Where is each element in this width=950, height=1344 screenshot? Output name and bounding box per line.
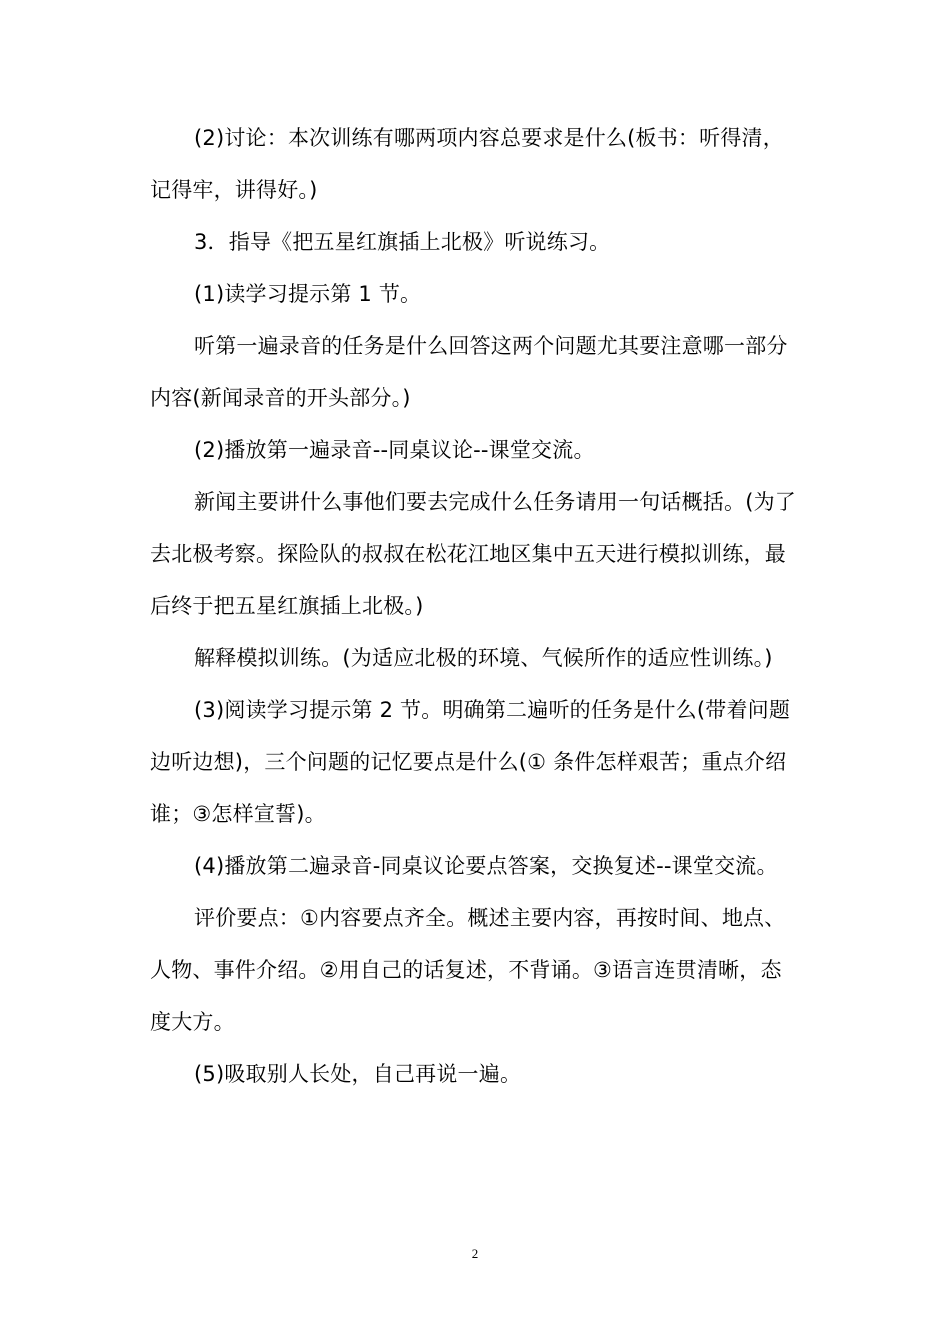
paragraph-read-tip-2: (3)阅读学习提示第 2 节。明确第二遍听的任务是什么(带着问题边听边想)，三个问题的记忆要点是什么(① 条件怎样艰苦；重点介绍谁；③怎样宣誓)。 — [150, 698, 791, 826]
paragraph-guidance: 3．指导《把五星红旗插上北极》听说练习。 — [194, 230, 611, 254]
paragraph-explain-training: 解释模拟训练。(为适应北极的环境、气候所作的适应性训练。) — [194, 646, 773, 670]
paragraph-read-tip-1: (1)读学习提示第 1 节。 — [194, 282, 422, 306]
paragraph-retell: (5)吸取别人长处，自己再说一遍。 — [194, 1062, 522, 1086]
paragraph-play-first: (2)播放第一遍录音--同桌议论--课堂交流。 — [194, 438, 595, 462]
paragraph-evaluation: 评价要点：①内容要点齐全。概述主要内容，再按时间、地点、人物、事件介绍。②用自己的话复述，不背诵。③语言连贯清晰，态度大方。 — [150, 906, 786, 1034]
paragraph-news-summary: 新闻主要讲什么事他们要去完成什么任务请用一句话概括。(为了去北极考察。探险队的叔叔在松花江地区集中五天进行模拟训练，最后终于把五星红旗插上北极。) — [150, 490, 796, 618]
page-number: 2 — [471, 1246, 479, 1261]
paragraph-first-listen-task: 听第一遍录音的任务是什么回答这两个问题尤其要注意哪一部分内容(新闻录音的开头部分。) — [150, 334, 788, 410]
document-body — [150, 112, 800, 1100]
paragraph-play-second: (4)播放第二遍录音-同桌议论要点答案，交换复述--课堂交流。 — [194, 854, 778, 878]
paragraph-discussion: (2)讨论：本次训练有哪两项内容总要求是什么(板书：听得清，记得牢，讲得好。) — [150, 126, 784, 202]
